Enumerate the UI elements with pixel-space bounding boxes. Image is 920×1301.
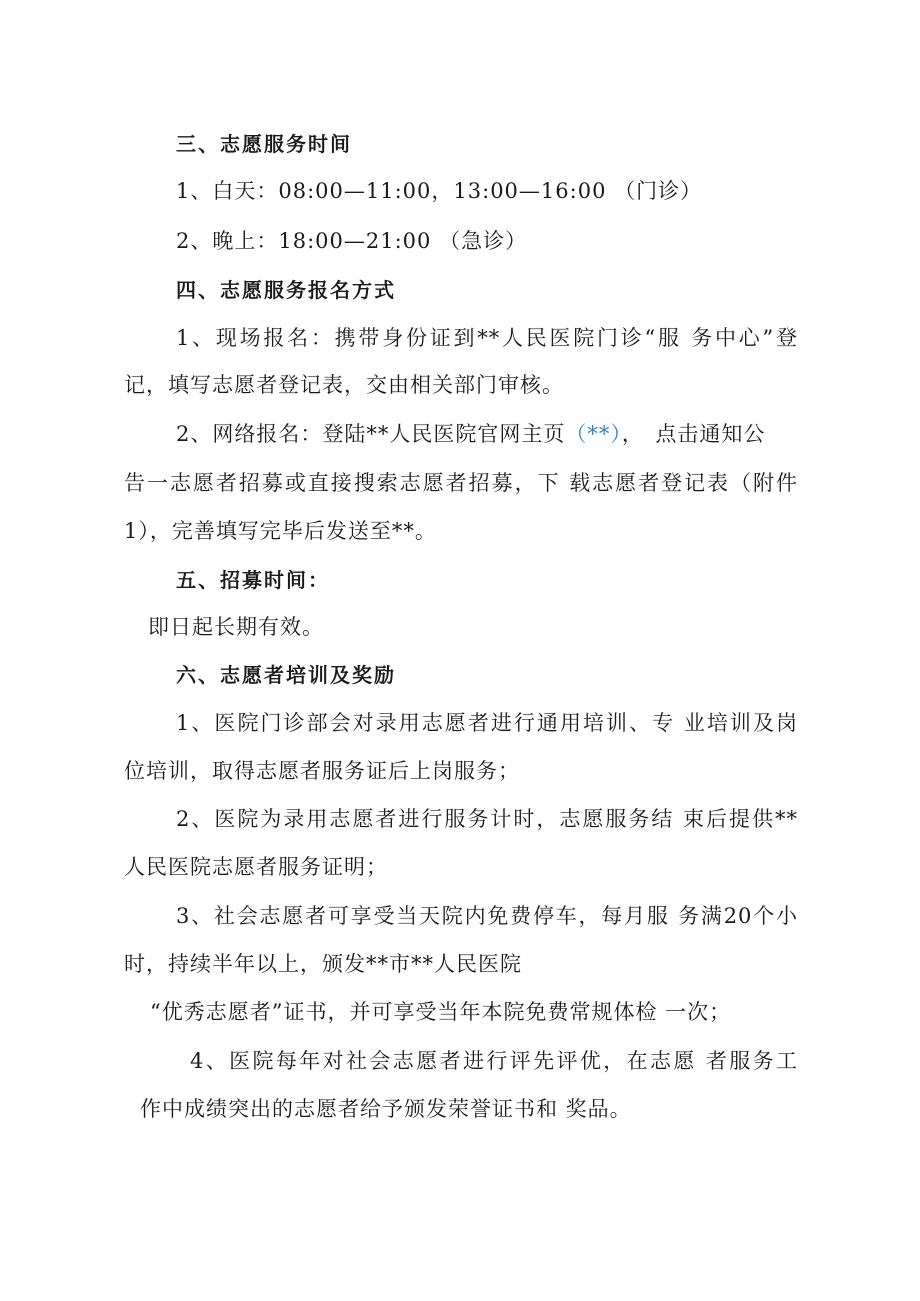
- section-5-heading: 五、招募时间：: [176, 568, 330, 592]
- section-3-heading: 三、志愿服务时间: [176, 132, 352, 156]
- section-4-item-1-line-2: 记，填写志愿者登记表，交由相关部门审核。: [124, 373, 564, 397]
- section-6-item-3-line-2: 时，持续半年以上，颁发**市**人民医院: [124, 952, 522, 976]
- section-4-item-2-line-2: 告一志愿者招募或直接搜索志愿者招募，下 载志愿者登记表（附件: [124, 471, 798, 495]
- section-4-item-2-text-a: 2、网络报名：登陆**人民医院官网主页: [176, 422, 566, 446]
- section-4-heading: 四、志愿服务报名方式: [176, 278, 396, 302]
- section-3-item-2: 2、晚上：18:00—21:00 （急诊）: [176, 229, 528, 253]
- section-6-item-1-line-2: 位培训，取得志愿者服务证后上岗服务；: [124, 759, 520, 783]
- section-6-item-1-line-1: 1、医院门诊部会对录用志愿者进行通用培训、专 业培训及岗: [176, 711, 798, 735]
- section-4-item-2-line-1: [176, 420, 765, 448]
- section-6-item-3-line-1: 3、社会志愿者可享受当天院内免费停车，每月服 务满20个小: [176, 904, 798, 928]
- section-6-item-2-line-2: 人民医院志愿者服务证明；: [124, 855, 388, 879]
- section-4-item-2-text-b: ， 点击通知公: [621, 422, 766, 446]
- section-3-item-1: 1、白天：08:00—11:00，13:00—16:00 （门诊）: [176, 179, 703, 203]
- section-4-item-2-line-3: 1），完善填写完毕后发送至**。: [124, 519, 437, 543]
- section-6-item-4-line-1: 4、医院每年对社会志愿者进行评先评优，在志愿 者服务工: [190, 1049, 798, 1073]
- section-6-item-2-line-1: 2、医院为录用志愿者进行服务计时，志愿服务结 束后提供**: [176, 807, 798, 831]
- section-4-item-1-line-1: 1、现场报名：携带身份证到**人民医院门诊“服 务中心”登: [176, 326, 798, 350]
- section-6-heading: 六、志愿者培训及奖励: [176, 663, 396, 687]
- website-link[interactable]: （**）: [565, 422, 622, 446]
- section-6-item-4-line-2: 作中成绩突出的志愿者给予颁发荣誉证书和 奖品。: [140, 1097, 632, 1121]
- section-5-body: 即日起长期有效。: [148, 615, 324, 639]
- section-6-item-3-line-3: “优秀志愿者”证书，并可享受当年本院免费常规体检 一次；: [150, 1000, 732, 1024]
